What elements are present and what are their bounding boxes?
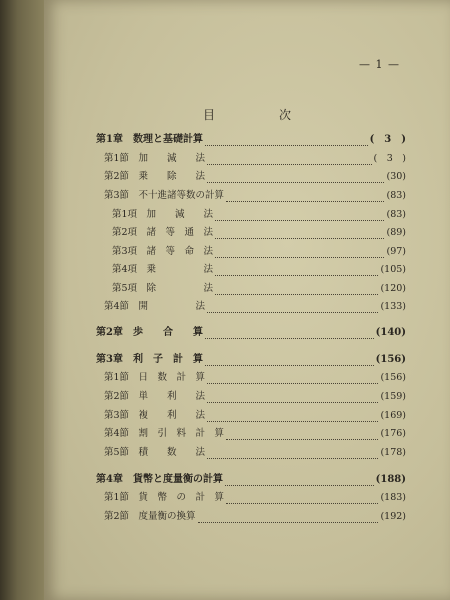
toc-entry-page: (133)	[380, 301, 406, 312]
dot-leader	[215, 231, 384, 239]
toc-entry	[104, 428, 406, 440]
dot-leader	[225, 478, 374, 486]
toc-entry	[112, 227, 406, 239]
toc-entry-page: (192)	[380, 511, 406, 522]
toc-entry-page: (97)	[386, 246, 406, 257]
book-page	[44, 0, 450, 600]
toc-entry-label: 第1項 加 減 法	[112, 209, 214, 220]
dot-leader	[205, 358, 374, 366]
dot-leader	[207, 376, 378, 384]
toc-entry	[104, 301, 406, 313]
toc-entry-label: 第4章 貨幣と度量衡の計算	[96, 474, 223, 485]
toc-entry-label: 第2節 度量衡の換算	[104, 511, 196, 522]
dot-leader	[198, 515, 379, 523]
toc-title: 目 次	[202, 108, 317, 122]
toc-entry-page: (140)	[375, 327, 406, 338]
toc-entry-page: (83)	[386, 209, 406, 220]
toc-entry-page: (159)	[380, 391, 406, 402]
toc-entry-page: (156)	[375, 354, 406, 365]
dot-leader	[205, 331, 374, 339]
page-number: — 1 —	[359, 58, 400, 71]
dot-leader	[226, 496, 378, 504]
dot-leader	[207, 305, 378, 313]
toc-entry-label: 第4節 割 引 料 計 算	[104, 428, 225, 439]
toc-entry-label: 第2節 乗 除 法	[104, 171, 206, 182]
dot-leader	[226, 432, 378, 440]
toc-entry-page: ( 3 )	[369, 134, 406, 145]
toc-entry-label: 第4項 乗 法	[112, 264, 214, 275]
toc-entry-page: ( 3 )	[373, 153, 406, 164]
toc-entry-label: 第1節 日 数 計 算	[104, 372, 206, 383]
toc-entry	[112, 246, 406, 258]
toc-entry	[104, 447, 406, 459]
toc-entry-page: (183)	[380, 492, 406, 503]
toc-entry	[96, 134, 406, 146]
toc-entry-label: 第3節 不十進諸等数の計算	[104, 190, 225, 201]
toc-entry-label: 第4節 開 法	[104, 301, 206, 312]
toc-entry	[96, 354, 406, 366]
dot-leader	[226, 194, 384, 202]
dot-leader	[207, 175, 384, 183]
dot-leader	[215, 268, 378, 276]
toc-entry-page: (83)	[386, 190, 406, 201]
toc-entry-label: 第1節 貨 幣 の 計 算	[104, 492, 225, 503]
toc-entry-page: (120)	[380, 283, 406, 294]
toc-entry-page: (156)	[380, 372, 406, 383]
book-gutter	[0, 0, 44, 600]
dot-leader	[207, 157, 371, 165]
dot-leader	[215, 250, 384, 258]
table-of-contents	[44, 0, 450, 600]
toc-entry	[104, 511, 406, 523]
toc-entry-label: 第2項 諸 等 通 法	[112, 227, 214, 238]
toc-entry	[104, 391, 406, 403]
toc-entry-label: 第3項 諸 等 命 法	[112, 246, 214, 257]
dot-leader	[205, 138, 368, 146]
toc-entry-page: (30)	[386, 171, 406, 182]
toc-entry-label: 第5節 積 数 法	[104, 447, 206, 458]
toc-entry-label: 第3章 利 子 計 算	[96, 354, 203, 365]
toc-entry	[104, 372, 406, 384]
toc-entry	[96, 474, 406, 486]
toc-entry-page: (169)	[380, 410, 406, 421]
toc-entry-page: (105)	[380, 264, 406, 275]
dot-leader	[215, 213, 384, 221]
dot-leader	[215, 287, 378, 295]
dot-leader	[207, 414, 378, 422]
toc-entry	[104, 171, 406, 183]
toc-entry	[104, 190, 406, 202]
toc-entry	[96, 327, 406, 339]
toc-entry	[112, 209, 406, 221]
toc-entry-page: (178)	[380, 447, 406, 458]
toc-entry	[104, 153, 406, 165]
toc-entry-page: (176)	[380, 428, 406, 439]
toc-entry-label: 第1章 数理と基礎計算	[96, 134, 203, 145]
dot-leader	[207, 451, 378, 459]
toc-entry-label: 第2節 単 利 法	[104, 391, 206, 402]
toc-entry	[104, 410, 406, 422]
toc-entry	[112, 283, 406, 295]
toc-entry-label: 第2章 歩 合 算	[96, 327, 203, 338]
toc-entry-page: (89)	[386, 227, 406, 238]
toc-entry-label: 第1節 加 減 法	[104, 153, 206, 164]
toc-entry	[104, 492, 406, 504]
toc-entry-label: 第3節 複 利 法	[104, 410, 206, 421]
toc-entry	[112, 264, 406, 276]
toc-entry-page: (188)	[375, 474, 406, 485]
dot-leader	[207, 395, 378, 403]
toc-entry-label: 第5項 除 法	[112, 283, 214, 294]
